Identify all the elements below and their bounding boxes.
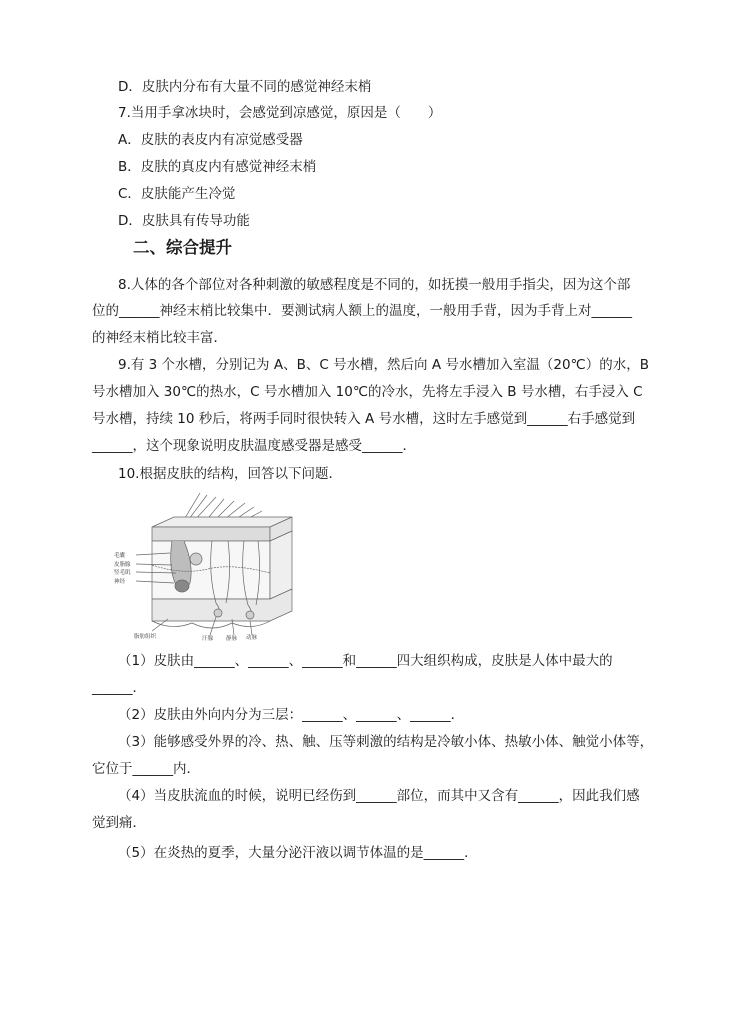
q8-line-1: 8.人体的各个部位对各种刺激的敏感程度是不同的，如抚摸一般用手指尖，因为这个部 xyxy=(118,277,631,293)
q7-stem: 7.当用手拿冰块时，会感觉到凉感觉，原因是（ ） xyxy=(118,105,442,121)
q10-part2: （2）皮肤由外向内分为三层：______、______、______． xyxy=(118,707,465,723)
q7-option-a: A．皮肤的表皮内有凉觉感受器 xyxy=(118,132,303,148)
q10-part4-line-1: （4）当皮肤流血的时候，说明已经伤到______部位，而其中又含有______，因此我们感 xyxy=(118,788,640,804)
q7-option-d: D．皮肤具有传导功能 xyxy=(118,213,250,229)
q10-stem: 10.根据皮肤的结构，回答以下问题． xyxy=(118,466,342,482)
label-hair-follicle: 毛囊 xyxy=(114,553,126,559)
q10-part1-line-2: ______． xyxy=(92,680,146,696)
skin-structure-diagram xyxy=(112,493,302,641)
q9-line-4: ______，这个现象说明皮肤温度感受器是感受______． xyxy=(92,438,416,454)
label-fat-tissue: 脂肪组织 xyxy=(134,634,157,640)
q10-part5: （5）在炎热的夏季，大量分泌汗液以调节体温的是______． xyxy=(118,845,478,861)
q7-option-c: C．皮肤能产生冷觉 xyxy=(118,186,236,202)
q10-part3-line-2: 它位于______内． xyxy=(92,761,200,777)
q9-line-3: 号水槽，持续 10 秒后，将两手同时很快转入 A 号水槽，这时左手感觉到______右手感觉到 xyxy=(92,411,636,427)
q7-option-b: B．皮肤的真皮内有感觉神经末梢 xyxy=(118,159,317,175)
label-sebaceous-gland: 皮脂腺 xyxy=(114,562,131,568)
q9-line-1: 9.有 3 个水槽，分别记为 A、B、C 号水槽，然后向 A 号水槽加入室温（20℃）的水，B xyxy=(118,357,649,373)
label-arrector-muscle: 竖毛肌 xyxy=(114,570,131,576)
q9-line-2: 号水槽加入 30℃的热水，C 号水槽加入 10℃的冷水，先将左手浸入 B 号水槽，右手浸入 C xyxy=(92,384,643,400)
q8-line-3: 的神经末梢比较丰富． xyxy=(92,330,227,346)
label-artery: 动脉 xyxy=(246,635,258,641)
q10-part4-line-2: 觉到痛． xyxy=(92,815,146,831)
q10-part3-line-1: （3）能够感受外界的冷、热、触、压等刺激的结构是冷敏小体、热敏小体、触觉小体等， xyxy=(118,734,654,750)
label-vein: 静脉 xyxy=(226,636,238,641)
label-sweat-gland: 汗腺 xyxy=(202,636,214,641)
label-nerve: 神经 xyxy=(114,579,126,585)
section-heading: 二、综合提升 xyxy=(133,238,232,257)
q8-line-2: 位的______神经末梢比较集中．要测试病人额上的温度，一般用手背，因为手背上对______ xyxy=(92,303,632,319)
q10-part1-line-1: （1）皮肤由______、______、______和______四大组织构成，皮肤是人体中最大的 xyxy=(118,653,613,669)
q6-option-d: D．皮肤内分布有大量不同的感觉神经末梢 xyxy=(118,79,372,95)
